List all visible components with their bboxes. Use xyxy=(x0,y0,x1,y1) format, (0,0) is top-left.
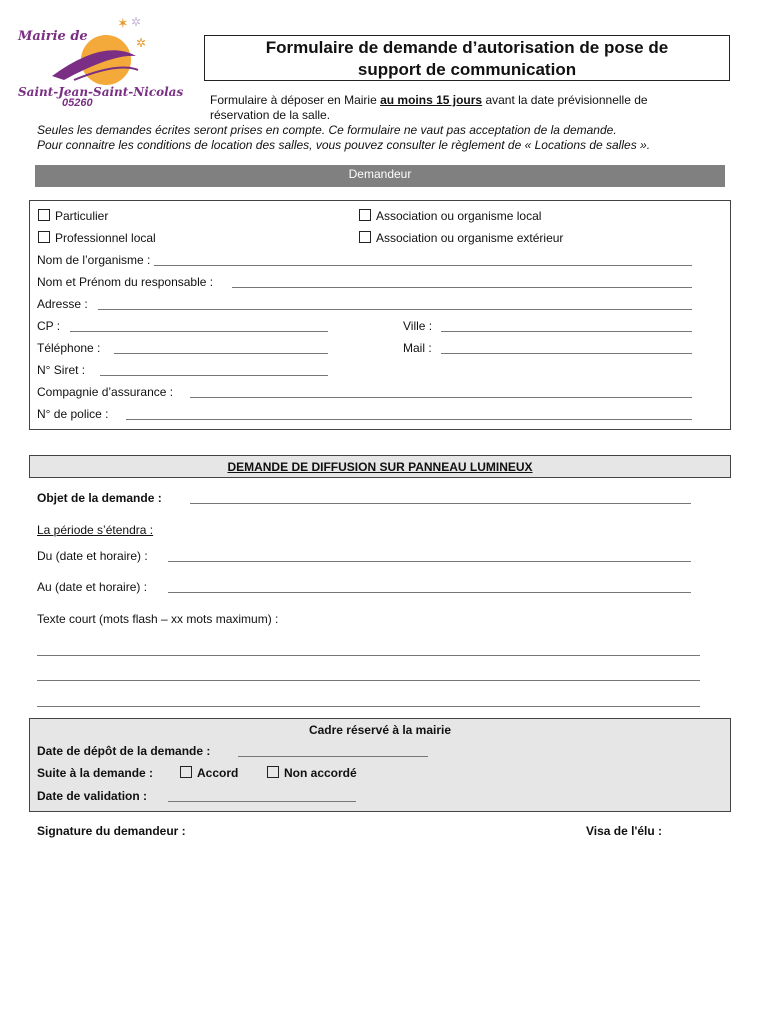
label-suite: Suite à la demande : xyxy=(37,766,154,780)
label-organisme: Nom de l’organisme : xyxy=(37,253,151,267)
field-texte-line-2[interactable] xyxy=(37,680,700,681)
svg-text:✲: ✲ xyxy=(131,15,142,29)
option-label: Association ou organisme local xyxy=(376,209,542,223)
signature-demandeur: Signature du demandeur : xyxy=(37,824,186,838)
logo-text-1: Mairie de xyxy=(18,29,88,44)
field-objet[interactable] xyxy=(190,503,691,504)
option-label: Particulier xyxy=(55,209,109,223)
option-professionnel[interactable] xyxy=(38,231,156,245)
demandeur-section xyxy=(29,200,731,430)
field-adresse[interactable] xyxy=(98,309,692,310)
label-depot: Date de dépôt de la demande : xyxy=(37,744,211,758)
svg-text:✶: ✶ xyxy=(117,15,129,31)
note-line-1: Seules les demandes écrites seront prises en compte. Ce formulaire ne vaut pas acceptation de la demande. xyxy=(37,123,617,137)
field-depot[interactable] xyxy=(238,756,428,757)
intro-emphasis: au moins 15 jours xyxy=(380,93,483,107)
field-du[interactable] xyxy=(168,561,691,562)
note-line-2: Pour connaitre les conditions de location des salles, vous pouvez consulter le règlement de « Locations de salles ». xyxy=(37,138,651,152)
checkbox[interactable] xyxy=(38,209,50,221)
field-responsable[interactable] xyxy=(232,287,692,288)
field-siret[interactable] xyxy=(100,375,328,376)
field-assurance[interactable] xyxy=(190,397,692,398)
checkbox[interactable] xyxy=(359,231,371,243)
logo-postcode: 05260 xyxy=(62,97,93,109)
field-texte-line-3[interactable] xyxy=(37,706,700,707)
label-responsable: Nom et Prénom du responsable : xyxy=(37,275,214,289)
label-ville: Ville : xyxy=(403,319,433,333)
page-title xyxy=(204,35,730,81)
option-label: Accord xyxy=(197,766,239,780)
visa-elu: Visa de l'élu : xyxy=(586,824,662,838)
option-accord[interactable] xyxy=(180,766,238,780)
label-police: N° de police : xyxy=(37,407,109,421)
label-objet: Objet de la demande : xyxy=(37,491,162,505)
field-organisme[interactable] xyxy=(154,265,692,266)
diffusion-header: DEMANDE DE DIFFUSION SUR PANNEAU LUMINEUX xyxy=(29,455,731,478)
option-association-locale[interactable] xyxy=(359,209,541,223)
label-validation: Date de validation : xyxy=(37,789,148,803)
label-mail: Mail : xyxy=(403,341,432,355)
field-telephone[interactable] xyxy=(114,353,328,354)
label-texte: Texte court (mots flash – xx mots maximum) : xyxy=(37,612,279,626)
mairie-section xyxy=(29,718,731,812)
label-du: Du (date et horaire) : xyxy=(37,549,148,563)
intro-line-2: réservation de la salle. xyxy=(210,108,331,122)
title-line-2: support de communication xyxy=(357,60,577,79)
field-texte-line-1[interactable] xyxy=(37,655,700,656)
mairie-logo xyxy=(14,10,204,109)
option-label: Professionnel local xyxy=(55,231,156,245)
mairie-header: Cadre réservé à la mairie xyxy=(308,723,452,737)
field-mail[interactable] xyxy=(441,353,692,354)
option-association-exterieure[interactable] xyxy=(359,231,563,245)
demandeur-header: Demandeur xyxy=(35,165,725,187)
label-adresse: Adresse : xyxy=(37,297,88,311)
option-particulier[interactable] xyxy=(38,209,108,223)
field-au[interactable] xyxy=(168,592,691,593)
checkbox[interactable] xyxy=(359,209,371,221)
field-ville[interactable] xyxy=(441,331,692,332)
intro-post: avant la date prévisionnelle de xyxy=(482,93,648,107)
svg-text:✲: ✲ xyxy=(136,36,147,50)
option-non-accord[interactable] xyxy=(267,766,357,780)
label-cp: CP : xyxy=(37,319,61,333)
logo-graphic xyxy=(14,10,204,105)
checkbox[interactable] xyxy=(180,766,192,778)
title-line-1: Formulaire de demande d’autorisation de pose de xyxy=(265,38,669,57)
option-label: Association ou organisme extérieur xyxy=(376,231,564,245)
label-assurance: Compagnie d’assurance : xyxy=(37,385,174,399)
label-siret: N° Siret : xyxy=(37,363,86,377)
label-au: Au (date et horaire) : xyxy=(37,580,148,594)
checkbox[interactable] xyxy=(267,766,279,778)
checkbox[interactable] xyxy=(38,231,50,243)
field-cp[interactable] xyxy=(70,331,328,332)
field-police[interactable] xyxy=(126,419,692,420)
label-telephone: Téléphone : xyxy=(37,341,101,355)
option-label: Non accordé xyxy=(284,766,357,780)
label-periode: La période s’étendra : xyxy=(37,523,154,537)
intro-pre: Formulaire à déposer en Mairie xyxy=(210,93,381,107)
intro-text xyxy=(210,93,710,123)
field-validation[interactable] xyxy=(168,801,356,802)
logo-text-2: Saint-Jean-Saint-Nicolas xyxy=(18,85,184,99)
